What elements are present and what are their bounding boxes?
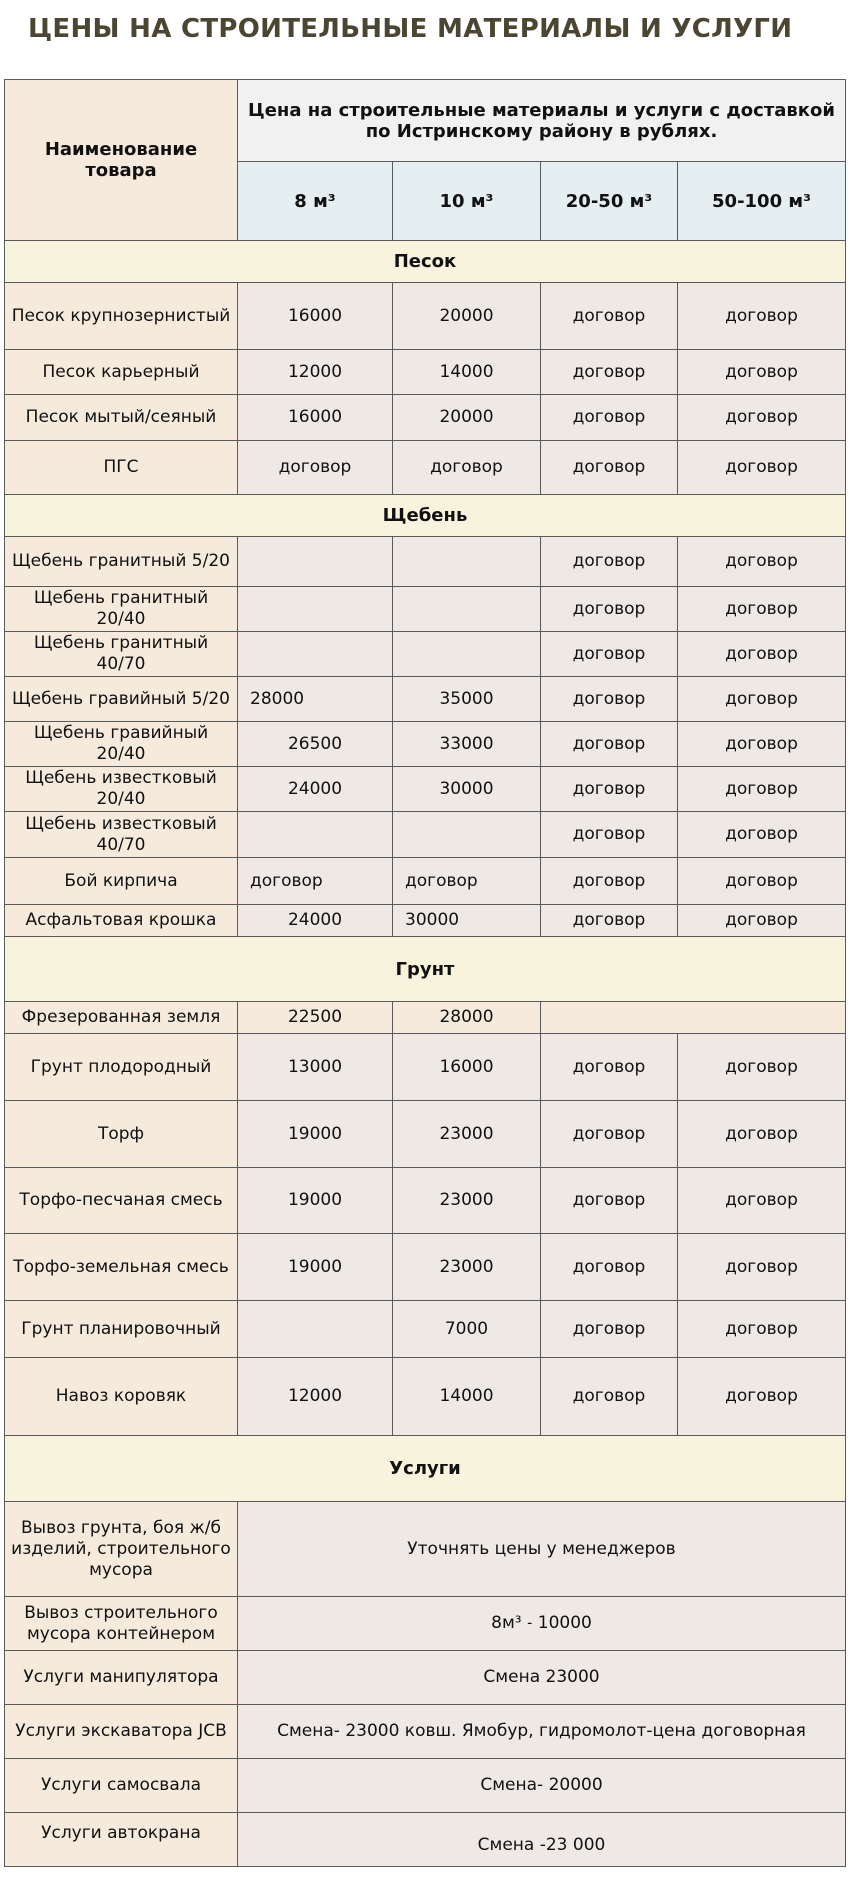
price-8: 13000 [238,1034,393,1101]
table-row [5,1705,846,1759]
price-10: 28000 [393,1002,541,1034]
service-price: Смена -23 000 [238,1813,846,1867]
price-20-50: договор [541,905,678,937]
price-8: 24000 [238,905,393,937]
service-price: Смена- 23000 ковш. Ямобур, гидромолот-цена договорная [238,1705,846,1759]
price-8: 12000 [238,350,393,395]
price-8 [238,1301,393,1358]
product-name: Торфо-земельная смесь [5,1234,238,1301]
price-50-100: договор [678,283,846,350]
price-50-100: договор [678,441,846,495]
service-price: 8м³ ˗ 10000 [238,1597,846,1651]
table-row [5,1502,846,1597]
price-20-50: договор [541,1101,678,1168]
table-row [5,812,846,858]
service-name: Услуги самосвала [5,1759,238,1813]
price-20-50: договор [541,858,678,905]
price-20-50: договор [541,1234,678,1301]
section-header-sand [5,241,846,283]
table-row [5,587,846,632]
price-50-100: договор [678,767,846,812]
table-row [5,632,846,677]
table-row [5,1034,846,1101]
price-50-100: договор [678,722,846,767]
price-8 [238,632,393,677]
price-50-100: договор [678,1168,846,1234]
product-name: Песок карьерный [5,350,238,395]
table-row [5,677,846,722]
table-row [5,1002,846,1034]
price-50-100: договор [678,1101,846,1168]
price-50-100: договор [678,1301,846,1358]
service-name: Услуги автокрана [5,1813,238,1867]
price-10 [393,537,541,587]
price-20-50: договор [541,283,678,350]
price-8 [238,537,393,587]
price-8: договор [238,858,393,905]
price-empty [541,1002,846,1034]
product-name: Торф [5,1101,238,1168]
price-20-50: договор [541,677,678,722]
price-8: 16000 [238,283,393,350]
table-row [5,1234,846,1301]
price-10: 7000 [393,1301,541,1358]
table-row [5,1759,846,1813]
price-10: 14000 [393,350,541,395]
service-name: Вывоз строительного мусора контейнером [5,1597,238,1651]
header-col-10: 10 м³ [393,162,541,241]
price-50-100: договор [678,905,846,937]
product-name: Щебень гравийный 5/20 [5,677,238,722]
table-row [5,350,846,395]
table-row [5,905,846,937]
section-title: Песок [5,241,846,283]
price-10 [393,587,541,632]
price-8 [238,587,393,632]
price-10: 20000 [393,283,541,350]
section-title: Услуги [5,1436,846,1502]
price-50-100: договор [678,587,846,632]
section-title: Щебень [5,495,846,537]
section-header-soil [5,937,846,1002]
service-price: Уточнять цены у менеджеров [238,1502,846,1597]
price-20-50: договор [541,1358,678,1436]
service-price: Смена- 20000 [238,1759,846,1813]
price-10 [393,812,541,858]
header-col-50-100: 50-100 м³ [678,162,846,241]
table-row [5,1101,846,1168]
header-row [5,80,846,162]
product-name: Торфо-песчаная смесь [5,1168,238,1234]
price-20-50: договор [541,441,678,495]
price-50-100: договор [678,1034,846,1101]
product-name: Навоз коровяк [5,1358,238,1436]
product-name: Песок крупнозернистый [5,283,238,350]
table-row [5,858,846,905]
header-price-cell: Цена на строительные материалы и услуги с доставкой по Истринскому району в рублях. [238,80,846,162]
price-20-50: договор [541,350,678,395]
price-50-100: договор [678,350,846,395]
price-10: договор [393,858,541,905]
price-50-100: договор [678,537,846,587]
price-10: 35000 [393,677,541,722]
price-10: 14000 [393,1358,541,1436]
table-row [5,1168,846,1234]
table-row [5,1651,846,1705]
price-20-50: договор [541,537,678,587]
price-20-50: договор [541,1168,678,1234]
product-name: Щебень известковый 20/40 [5,767,238,812]
price-10: 16000 [393,1034,541,1101]
service-name: Вывоз грунта, боя ж/б изделий, строительного мусора [5,1502,238,1597]
price-10 [393,632,541,677]
table-row [5,1813,846,1867]
price-20-50: договор [541,722,678,767]
product-name: Щебень гранитный 20/40 [5,587,238,632]
price-10: 23000 [393,1168,541,1234]
section-header-services [5,1436,846,1502]
price-10: договор [393,441,541,495]
price-50-100: договор [678,632,846,677]
table-row [5,767,846,812]
price-10: 23000 [393,1234,541,1301]
section-title: Грунт [5,937,846,1002]
product-name: Щебень известковый 40/70 [5,812,238,858]
price-10: 23000 [393,1101,541,1168]
product-name: Песок мытый/сеяный [5,395,238,441]
price-10: 33000 [393,722,541,767]
page-title: ЦЕНЫ НА СТРОИТЕЛЬНЫЕ МАТЕРИАЛЫ И УСЛУГИ [28,14,793,44]
price-50-100: договор [678,858,846,905]
price-50-100: договор [678,395,846,441]
product-name: Грунт планировочный [5,1301,238,1358]
price-8 [238,812,393,858]
price-20-50: договор [541,395,678,441]
product-name: Щебень гравийный 20/40 [5,722,238,767]
service-name: Услуги экскаватора JCB [5,1705,238,1759]
price-8: 22500 [238,1002,393,1034]
header-col-20-50: 20-50 м³ [541,162,678,241]
product-name: Бой кирпича [5,858,238,905]
product-name: ПГС [5,441,238,495]
table-row [5,395,846,441]
price-8: 16000 [238,395,393,441]
table-row [5,722,846,767]
price-20-50: договор [541,632,678,677]
price-50-100: договор [678,812,846,858]
table-row [5,1358,846,1436]
table-row [5,441,846,495]
price-8: 28000 [238,677,393,722]
price-10: 30000 [393,767,541,812]
price-8: 26500 [238,722,393,767]
price-8: 19000 [238,1168,393,1234]
price-8: 24000 [238,767,393,812]
product-name: Асфальтовая крошка [5,905,238,937]
price-50-100: договор [678,677,846,722]
product-name: Грунт плодородный [5,1034,238,1101]
price-8: 12000 [238,1358,393,1436]
price-8: договор [238,441,393,495]
price-table [4,79,846,1867]
price-20-50: договор [541,812,678,858]
price-50-100: договор [678,1234,846,1301]
price-10: 30000 [393,905,541,937]
product-name: Фрезерованная земля [5,1002,238,1034]
service-name: Услуги манипулятора [5,1651,238,1705]
table-row [5,537,846,587]
price-10: 20000 [393,395,541,441]
header-col-8: 8 м³ [238,162,393,241]
price-20-50: договор [541,587,678,632]
service-price: Смена 23000 [238,1651,846,1705]
price-8: 19000 [238,1101,393,1168]
product-name: Щебень гранитный 40/70 [5,632,238,677]
section-header-gravel [5,495,846,537]
table-row [5,283,846,350]
table-row [5,1301,846,1358]
price-20-50: договор [541,1301,678,1358]
header-name-cell: Наименование товара [5,80,238,241]
product-name: Щебень гранитный 5/20 [5,537,238,587]
price-20-50: договор [541,767,678,812]
price-8: 19000 [238,1234,393,1301]
table-row [5,1597,846,1651]
price-20-50: договор [541,1034,678,1101]
price-50-100: договор [678,1358,846,1436]
